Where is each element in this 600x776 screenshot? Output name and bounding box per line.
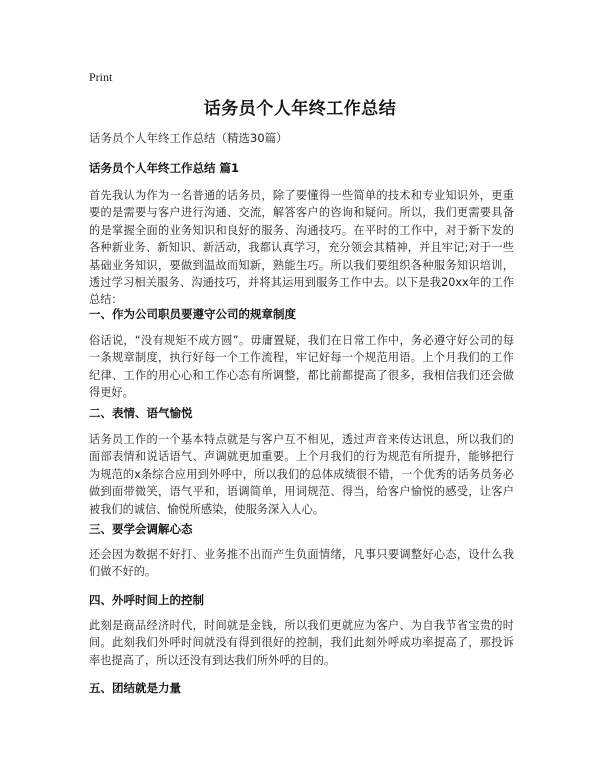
paragraph-rules: 俗话说，“没有规矩不成方圆”。毋庸置疑，我们在日常工作中，务必遵守好公司的每一条规章制度，执行好每一个工作流程，牢记好每一个规范用语。上个月我们的工作纪律、工作的用心心和工作心态有所调整，都比前都提高了很多，我相信我们还会做得更好。 (89, 334, 514, 400)
heading-expression: 二、表情、语气愉悦 (89, 406, 193, 420)
heading-mindset: 三、要学会调解心态 (89, 522, 193, 536)
paragraph-time-control: 此刻是商品经济时代，时间就是金钱，所以我们更就应为客户、为自我节省宝贵的时间。此刻我们外呼时间就没有得到很好的控制，我们此刻外呼成功率提高了，那投诉率也提高了，所以还没有到达我们所外呼的目的。 (89, 619, 514, 667)
intro-paragraph: 首先我认为作为一名普通的话务员，除了要懂得一些简单的技术和专业知识外，更重要的是需要与客户进行沟通、交流，解答客户的咨询和疑问。所以，我们更需要具备的是掌握全面的业务知识和良好的服务、沟通技巧。在平时的工作中，对于新下发的各种新业务、新知识、新活动，我都认真学习，充分领会其精神，并且牢记;对于一些基础业务知识，要做到温故而知新，熟能生巧。所以我们要组织各种服务知识培训，透过学习相关服务、沟通技巧，并将其运用到服务工作中去。以下是我20xx年的工作总结： (89, 189, 514, 307)
paragraph-expression: 话务员工作的一个基本特点就是与客户互不相见，透过声音来传达讯息，所以我们的面部表情和说话语气、声调就更加重要。上个月我们的行为规范有所提升，能够把行为规范的x条综合应用到外呼中，所以我们的总体成绩很不错，一个优秀的话务员务必做到面带微笑，语气平和，语调简单，用词规范、得当，给客户愉悦的感受，让客户被我们的诚信、愉悦所感染，使服务深入人心。 (89, 433, 514, 516)
heading-rules: 一、作为公司职员要遵守公司的规章制度 (89, 307, 296, 321)
print-label: Print (89, 70, 113, 84)
document-title: 话务员个人年终工作总结 (203, 99, 397, 119)
heading-time-control: 四、外呼时间上的控制 (89, 593, 204, 607)
paragraph-mindset: 还会因为数据不好打、业务推不出而产生负面情绪，凡事只要调整好心态，设什么我们做不好的。 (89, 548, 514, 579)
heading-teamwork: 五、团结就是力量 (89, 681, 181, 695)
section-title: 话务员个人年终工作总结 篇1 (89, 161, 240, 175)
document-subtitle: 话务员个人年终工作总结（精选30篇） (89, 131, 288, 145)
